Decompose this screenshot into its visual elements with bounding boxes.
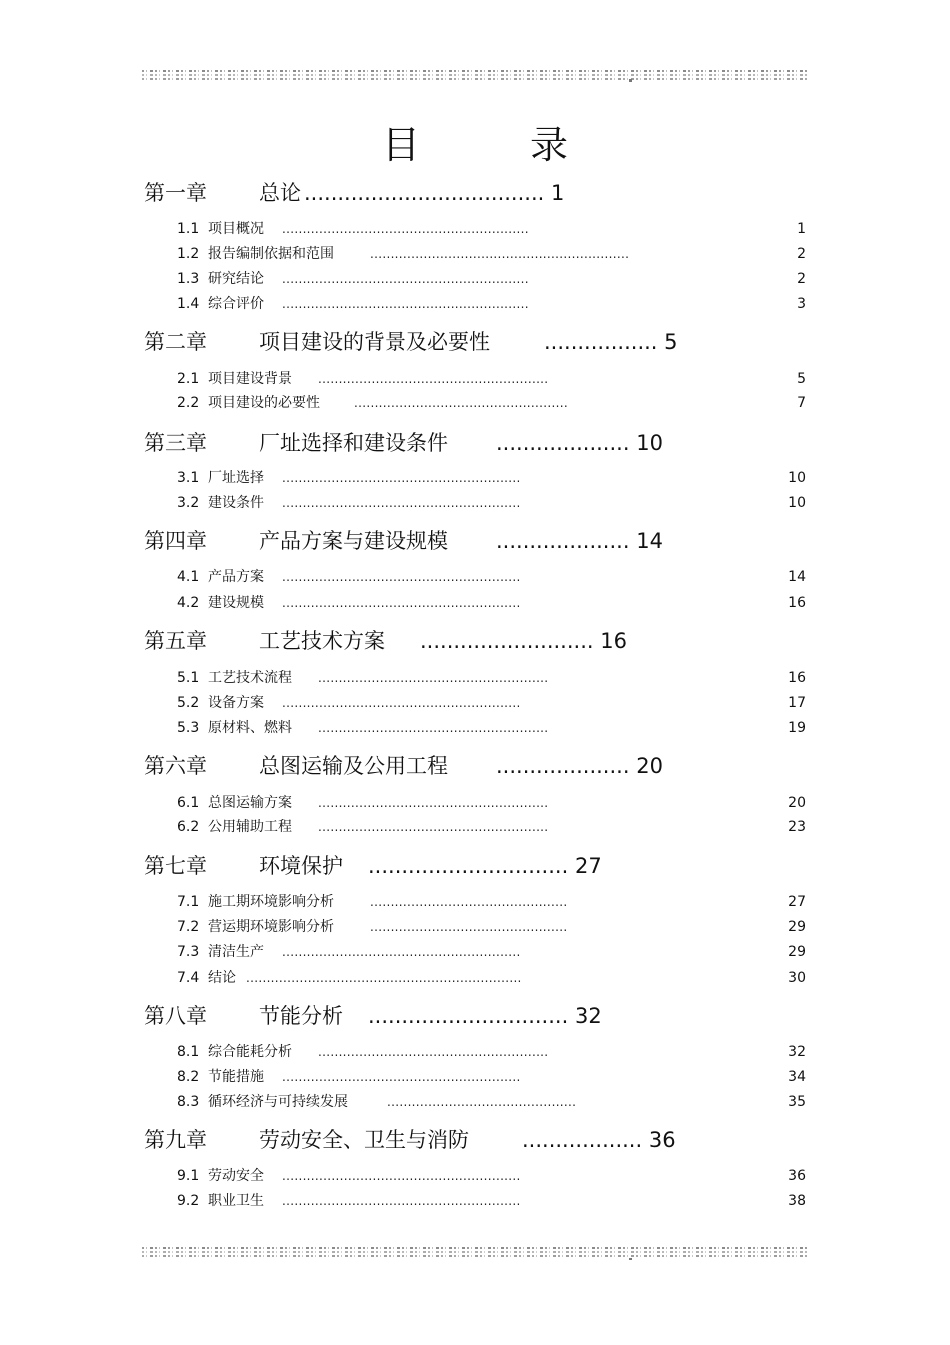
section-entry[interactable]	[0, 468, 950, 488]
section-entry[interactable]	[0, 244, 950, 264]
section-entry[interactable]	[0, 917, 950, 937]
chapter-page-number: 36	[648, 1128, 676, 1152]
section-page-number: 10	[788, 470, 806, 486]
section-dots: ..........................................................	[282, 696, 521, 710]
section-page-number: 3	[797, 296, 806, 312]
chapter-leader	[522, 1125, 676, 1155]
section-entry[interactable]	[0, 294, 950, 314]
section-dots: ..............................................	[387, 1095, 577, 1109]
section-page-number: 27	[788, 894, 806, 910]
section-page-number: 23	[788, 819, 806, 835]
chapter-page-number: 32	[574, 1004, 602, 1028]
chapter-dots: ....................	[496, 529, 630, 553]
section-entry[interactable]	[0, 269, 950, 289]
chapter-entry[interactable]	[144, 526, 844, 556]
section-title: 清洁生产	[208, 944, 264, 960]
section-title: 原材料、燃料	[208, 720, 292, 736]
section-dots: ........................................................	[318, 671, 549, 685]
section-title: 建设条件	[208, 495, 264, 511]
section-title: 职业卫生	[208, 1193, 264, 1209]
chapter-title: 总论	[259, 181, 301, 205]
section-entry[interactable]	[0, 793, 950, 813]
section-dots: ..........................................................	[282, 496, 521, 510]
section-number: 8.3	[177, 1094, 200, 1110]
chapter-entry[interactable]	[144, 751, 844, 781]
section-page-number: 34	[788, 1069, 806, 1085]
chapter-page-number: 10	[636, 431, 663, 455]
section-dots: ........................................................	[318, 796, 549, 810]
toc-title: 目 录	[381, 123, 604, 167]
section-dots: ........................................................	[318, 372, 549, 386]
chapter-dots: ..........................	[420, 629, 594, 653]
chapter-dots: ..............................	[368, 854, 569, 878]
chapter-entry[interactable]	[144, 327, 844, 357]
section-title: 产品方案	[208, 569, 264, 585]
chapter-title: 工艺技术方案	[259, 629, 385, 653]
chapter-number: 第八章	[144, 1004, 207, 1028]
chapter-title: 总图运输及公用工程	[259, 754, 448, 778]
footer-decoration	[142, 1246, 808, 1260]
chapter-entry[interactable]	[144, 626, 844, 656]
section-number: 6.1	[177, 795, 200, 811]
section-dots: ........................................................	[318, 1045, 549, 1059]
section-entry[interactable]	[0, 1067, 950, 1087]
section-entry[interactable]	[0, 668, 950, 688]
section-number: 6.2	[177, 819, 200, 835]
chapter-number: 第六章	[144, 754, 207, 778]
chapter-leader	[496, 428, 663, 458]
section-title: 总图运输方案	[208, 795, 292, 811]
section-entry[interactable]	[0, 968, 950, 988]
section-number: 5.3	[177, 720, 200, 736]
chapter-dots: .................	[544, 330, 658, 354]
section-entry[interactable]	[0, 718, 950, 738]
section-number: 3.2	[177, 495, 200, 511]
section-page-number: 30	[788, 970, 806, 986]
chapter-leader	[420, 626, 627, 656]
section-title: 项目建设的必要性	[208, 395, 320, 411]
section-entry[interactable]	[0, 493, 950, 513]
section-title: 施工期环境影响分析	[208, 894, 334, 910]
section-page-number: 16	[788, 670, 806, 686]
section-number: 9.1	[177, 1168, 200, 1184]
section-title: 结论	[208, 970, 236, 986]
chapter-dots: ....................	[496, 754, 630, 778]
chapter-number: 第七章	[144, 854, 207, 878]
section-page-number: 14	[788, 569, 806, 585]
section-number: 7.2	[177, 919, 200, 935]
section-page-number: 36	[788, 1168, 806, 1184]
chapter-entry[interactable]	[144, 1001, 844, 1031]
section-title: 公用辅助工程	[208, 819, 292, 835]
section-dots: ..........................................................	[282, 570, 521, 584]
section-title: 项目建设背景	[208, 371, 292, 387]
section-title: 研究结论	[208, 271, 264, 287]
section-title: 厂址选择	[208, 470, 264, 486]
chapter-title: 节能分析	[259, 1004, 343, 1028]
section-number: 2.1	[177, 371, 200, 387]
chapter-dots: ....................................	[304, 181, 545, 205]
section-number: 8.1	[177, 1044, 200, 1060]
section-dots: ...................................................................	[246, 971, 522, 985]
section-dots: ................................................	[370, 895, 568, 909]
section-dots: ....................................................	[354, 396, 568, 410]
section-entry[interactable]	[0, 219, 950, 239]
section-number: 8.2	[177, 1069, 200, 1085]
section-entry[interactable]	[0, 817, 950, 837]
chapter-number: 第四章	[144, 529, 207, 553]
chapter-page-number: 14	[636, 529, 663, 553]
chapter-number: 第一章	[144, 181, 207, 205]
section-dots: ........................................................	[318, 820, 549, 834]
section-page-number: 32	[788, 1044, 806, 1060]
section-number: 1.4	[177, 296, 200, 312]
chapter-number: 第二章	[144, 330, 207, 354]
section-page-number: 19	[788, 720, 806, 736]
section-page-number: 2	[797, 271, 806, 287]
section-title: 劳动安全	[208, 1168, 264, 1184]
chapter-number: 第五章	[144, 629, 207, 653]
section-page-number: 2	[797, 246, 806, 262]
section-entry[interactable]	[0, 1166, 950, 1186]
section-entry[interactable]	[0, 892, 950, 912]
chapter-leader	[368, 851, 602, 881]
chapter-number: 第九章	[144, 1128, 207, 1152]
section-entry[interactable]	[0, 1092, 950, 1112]
chapter-leader	[544, 327, 678, 357]
chapter-page-number: 5	[664, 330, 678, 354]
section-dots: ..........................................................	[282, 945, 521, 959]
section-page-number: 7	[797, 395, 806, 411]
section-entry[interactable]	[0, 1191, 950, 1211]
section-title: 综合评价	[208, 296, 264, 312]
section-entry[interactable]	[0, 593, 950, 613]
section-number: 1.3	[177, 271, 200, 287]
section-number: 3.1	[177, 470, 200, 486]
section-dots: ............................................................	[282, 272, 529, 286]
section-entry[interactable]	[0, 942, 950, 962]
chapter-page-number: 20	[636, 754, 663, 778]
section-title: 工艺技术流程	[208, 670, 292, 686]
chapter-title: 厂址选择和建设条件	[259, 431, 448, 455]
section-number: 4.1	[177, 569, 200, 585]
section-dots: ........................................................	[318, 721, 549, 735]
chapter-number: 第三章	[144, 431, 207, 455]
section-title: 节能措施	[208, 1069, 264, 1085]
section-page-number: 1	[797, 221, 806, 237]
section-number: 1.1	[177, 221, 200, 237]
section-dots: ..........................................................	[282, 596, 521, 610]
section-page-number: 35	[788, 1094, 806, 1110]
section-number: 4.2	[177, 595, 200, 611]
chapter-page-number: 27	[574, 854, 602, 878]
section-title: 营运期环境影响分析	[208, 919, 334, 935]
section-page-number: 17	[788, 695, 806, 711]
section-title: 报告编制依据和范围	[208, 246, 334, 262]
section-dots: ..........................................................	[282, 1070, 521, 1084]
section-number: 7.1	[177, 894, 200, 910]
chapter-title: 环境保护	[259, 854, 343, 878]
chapter-dots: ..............................	[368, 1004, 569, 1028]
chapter-title: 劳动安全、卫生与消防	[259, 1128, 469, 1152]
chapter-page-number: 16	[600, 629, 627, 653]
chapter-entry[interactable]	[144, 178, 844, 208]
chapter-page-number: 1	[551, 181, 565, 205]
section-number: 7.4	[177, 970, 200, 986]
section-number: 9.2	[177, 1193, 200, 1209]
section-dots: ............................................................	[282, 222, 529, 236]
chapter-leader	[496, 751, 663, 781]
section-title: 项目概况	[208, 221, 264, 237]
section-title: 综合能耗分析	[208, 1044, 292, 1060]
section-entry[interactable]	[0, 369, 950, 389]
section-title: 循环经济与可持续发展	[208, 1094, 348, 1110]
section-page-number: 5	[797, 371, 806, 387]
section-number: 5.2	[177, 695, 200, 711]
section-title: 建设规模	[208, 595, 264, 611]
section-title: 设备方案	[208, 695, 264, 711]
chapter-entry[interactable]	[144, 851, 844, 881]
section-entry[interactable]	[0, 1042, 950, 1062]
section-number: 1.2	[177, 246, 200, 262]
section-dots: ..........................................................	[282, 1194, 521, 1208]
section-entry[interactable]	[0, 693, 950, 713]
section-page-number: 10	[788, 495, 806, 511]
section-dots: ............................................................	[282, 297, 529, 311]
chapter-title: 产品方案与建设规模	[259, 529, 448, 553]
section-page-number: 20	[788, 795, 806, 811]
section-number: 7.3	[177, 944, 200, 960]
section-page-number: 38	[788, 1193, 806, 1209]
section-page-number: 29	[788, 919, 806, 935]
chapter-dots: ....................	[496, 431, 630, 455]
chapter-entry[interactable]	[144, 1125, 844, 1155]
chapter-title: 项目建设的背景及必要性	[259, 330, 490, 354]
section-dots: ...............................................................	[370, 247, 630, 261]
section-entry[interactable]	[0, 567, 950, 587]
chapter-leader	[496, 526, 663, 556]
section-page-number: 16	[788, 595, 806, 611]
section-entry[interactable]	[0, 393, 950, 413]
section-dots: ................................................	[370, 920, 568, 934]
section-dots: ..........................................................	[282, 1169, 521, 1183]
section-number: 2.2	[177, 395, 200, 411]
chapter-dots: ..................	[522, 1128, 643, 1152]
section-dots: ..........................................................	[282, 471, 521, 485]
chapter-leader	[304, 178, 564, 208]
chapter-entry[interactable]	[144, 428, 844, 458]
section-page-number: 29	[788, 944, 806, 960]
chapter-leader	[368, 1001, 602, 1031]
section-number: 5.1	[177, 670, 200, 686]
